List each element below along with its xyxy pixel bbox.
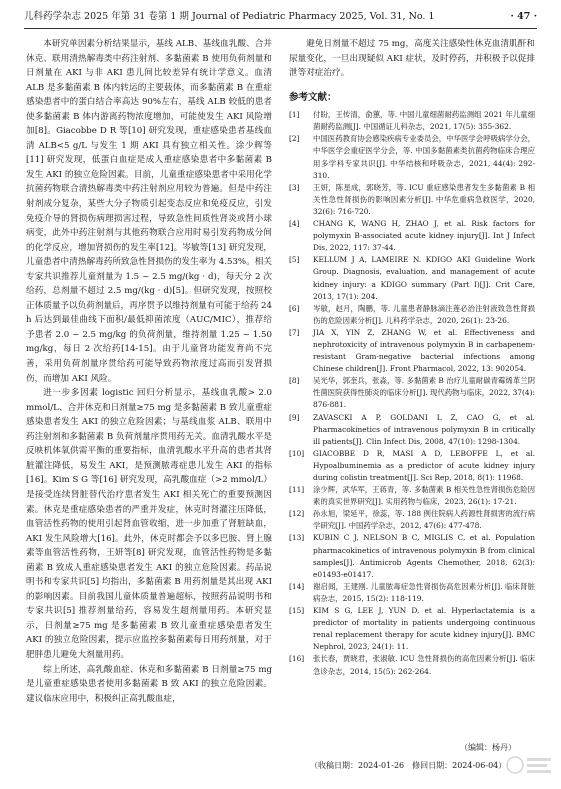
reference-text: 孙永旭，梁延平，徐蕊，等. 188 例住院病人药源性肾损害的流行病学研究[J]. 中国药学杂志，2012, 47(6): 477-478. bbox=[313, 509, 535, 531]
reference-text: 涂少辉，武华军，王蒋青，等. 多黏菌素 B 相关性急性肾损伤危险因素的真实世界研究[J]. 实用药物与临床，2023, 26(1): 17-21. bbox=[313, 485, 535, 507]
reference-number: [13] bbox=[289, 533, 305, 543]
reference-item bbox=[289, 133, 535, 181]
reference-text: KIM S G, LEE J, YUN D, et al. Hyperlactatemia is a predictor of mortality in patients undergoing continuous renal replacement therapy for acute kidney injury[J]. BMC Nephrol, 2023, 24(1): 11. bbox=[313, 606, 535, 652]
reference-text: 中国医药教育协会感染疾病专业委员会，中华医学会呼吸病学分会，中华医学会重症医学分会，等. 中国多黏菌素类抗菌药物临床合理应用多学科专家共识[J]. 中华结核和呼吸杂志，2021, 44(4): 292-310. bbox=[313, 134, 535, 180]
reference-text: 王妍，陈星成，郭晓芳，等. ICU 重症感染患者发生多黏菌素 B 相关性急性肾损伤的影响因素分析[J]. 中华危重病急救医学，2020, 32(6): 716-720. bbox=[313, 182, 535, 216]
reference-number: [14] bbox=[289, 581, 305, 591]
reference-text: 谢启闻，王建刚. 儿童脓毒症急性肾损伤高危因素分析[J]. 临床肾脏病杂志，2015, 15(2): 118-119. bbox=[313, 581, 535, 603]
reference-text: 张长春，贾晓君，张淑敏. ICU 急性肾损伤的高危因素分析[J]. 临床急诊杂志，2014, 15(5): 262-264. bbox=[313, 654, 535, 676]
reference-text: 付盼，王传清，俞蕙，等. 中国儿童细菌耐药监测组 2021 年儿童细菌耐药监测[J]. 中国循证儿科杂志，2021, 17(5): 355-362. bbox=[313, 110, 535, 132]
reference-item bbox=[289, 484, 535, 508]
reference-number: [16] bbox=[289, 654, 305, 664]
reference-number: [10] bbox=[289, 448, 305, 458]
body-paragraph: 进一步多因素 logistic 回归分析显示，基线血乳酸> 2.0 mmol/L、合并休克和日剂量≥75 mg 是多黏菌素 B 致儿童重症感染患者发生 AKI 的独立危险因素；与基线血浆 ALB、联用中药注射剂和多黏菌素 B 负荷剂量序贯用药无关。血清乳酸水平是反映机体氧供需平衡的重要指标，血清乳酸水平升高的患者其肾脏灌注降低，易发生 AKI，是预测脓毒症患儿发生 AKI 的指标[16]。Kim S G 等[16] 研究发现，高乳酸血症（>2 mmol/L）是接受连续肾脏替代治疗患者发生 AKI 相关死亡的重要预测因素。休克是重症感染患者的严重并发症，休克时肾灌注压降低，血管活性药物的使用引起肾血管收缩，进一步加重了肾脏缺血，AKI 发生风险增大[16]。此外，休克时都会予以多巴胺、肾上腺素等血管活性药物，王妍等[8] 研究发现，血管活性药物是多黏菌素 B 致成人重症感染患者发生 AKI 的独立危险因素。药品说明书和专家共识[5] 均指出，多黏菌素 B 用药剂量是其出现 AKI 的影响因素。目前我国儿童体质量普遍超标，按照药品说明书和专家共识[5] 推荐剂量给药，容易发生超剂量用药。本研究显示，日剂量≥75 mg 是多黏菌素 B 致儿童重症感染患者发生 AKI 的独立危险因素，提示应监控多黏菌素每日用药剂量，对于肥胖患儿避免大剂量用药。 bbox=[26, 388, 272, 660]
reference-item bbox=[289, 109, 535, 133]
reference-text: CHANG K, WANG H, ZHAO J, et al. Risk factors for polymyxin B-associated acute kidney injury[J]. Int J Infect Dis, 2022, 117: 37-44. bbox=[313, 219, 535, 253]
reference-number: [15] bbox=[289, 606, 305, 616]
reference-item bbox=[289, 605, 535, 653]
reference-text: KUBIN C J, NELSON B C, MIGLIS C, et al. Population pharmacokinetics of intravenous polymyxin B from clinical samples[J]. Antimicrob Agents Chemother, 2018, 62(3): e01493-e01417. bbox=[313, 533, 535, 579]
reference-number: [9] bbox=[289, 412, 300, 422]
reference-text: 岑敏，赵月，陶鹏，等. 儿童患者静脉滴注莲必治注射液致急性肾损伤的危险因素分析[J]. 儿科药学杂志，2020, 26(1): 23-26. bbox=[313, 303, 535, 325]
reference-number: [8] bbox=[289, 376, 300, 386]
reference-number: [3] bbox=[289, 182, 300, 192]
body-paragraph: 本研究单因素分析结果显示，基线 ALB、基线血乳酸、合并休克、联用清热解毒类中药注射剂、多黏菌素 B 使用负荷剂量和日剂量在 AKI 与非 AKI 患儿间比较差异有统计学意义。血清 ALB 是多黏菌素 B 体内转运的主要载体，而多黏菌素 B 在重症感染患者中的蛋白结合率高达 90%左右，基线 ALB 较低的患者使多黏菌素 B 体内游离药物浓度增加，可能使发生 AKI 风险增加[8]。Giacobbe D R 等[10] 研究发现，重症感染患者基线血清 ALB<5 g/L 与发生 1 期 AKI 具有独立相关性。涂少辉等[11] 研究发现，低蛋白血症是成人重症感染患者中多黏菌素 B 发生 AKI 的独立危险因素。目前，儿童重症感染患者中采用化学抗菌药物联合清热解毒类中药注射剂应用较为普遍。但是中药注射剂成分复杂，某些大分子物质引起变态反应和免疫反应，引发免疫介导的肾损伤病理损害过程，导致急性间质性肾炎或肾小球病变，此外中药注射剂与其他药物联合应用时易引发药物成分间的化学反应，增加肾损伤的发生率[12]。岑敏等[13] 研究发现，儿童患者中清热解毒药所致急性肾损伤的发生率为 4.53%。相关专家共识推荐儿童剂量为 1.5 ~ 2.5 mg/(kg · d)，每天分 2 次给药，总剂量不超过 2.5 mg/(kg · d)[5]。但研究发现，按照校正体质量予以负荷剂量后，再序贯予以维持剂量有可能于给药 24 h 后达到最佳曲线下面积/最低抑菌浓度（AUC/MIC），推荐给予患者 2.0 ~ 2.5 mg/kg 的负荷剂量，维持剂量 1.25 ~ 1.50 mg/kg，每日 2 次给药[14-15]。由于儿童肾功能发育尚不完善，采用负荷剂量序贯给药可能导致药物浓度过高而引发肾损伤，而增加 AKI 风险。 bbox=[26, 39, 272, 384]
reference-list bbox=[289, 109, 535, 677]
reference-item bbox=[289, 218, 535, 254]
reference-item bbox=[289, 532, 535, 580]
reference-text: KELLUM J A, LAMEIRE N. KDIGO AKI Guideline Work Group. Diagnosis, evaluation, and management of acute kidney injury: a KDIGO summary (Part I)[J]. Crit Care, 2013, 17(1): 204. bbox=[313, 255, 535, 301]
reference-item bbox=[289, 412, 535, 448]
page-number: · 47 · bbox=[510, 11, 537, 22]
reference-item bbox=[289, 581, 535, 605]
running-header bbox=[24, 6, 537, 29]
journal-title: 儿科药学杂志 2025 年第 31 卷第 1 期 Journal of Pediatric Pharmacy 2025, Vol. 31, No. 1 bbox=[24, 11, 435, 22]
reference-item bbox=[289, 254, 535, 302]
reference-text: JIA X, YIN Z, ZHANG W, et al. Effectiveness and nephrotoxicity of intravenous polymyxin B in carbapenem-resistant Gram-negative bacterial infections among Chinese children[J]. Front Pharmacol, 2022, 13: 902054. bbox=[313, 327, 535, 374]
editor-note: （编辑：杨丹） bbox=[460, 743, 516, 752]
reference-item bbox=[289, 182, 535, 218]
body-paragraph: 综上所述，高乳酸血症、休克和多黏菌素 B 日剂量≥75 mg 是儿童重症感染患者使用多黏菌素 B 致 AKI 的独立危险因素。建议临床应用中，积极纠正高乳酸血症， bbox=[26, 664, 272, 704]
reference-text: ZAVASCKI A P, GOLDANI L Z, CAO G, et al. Pharmacokinetics of intravenous polymyxin B in critically ill patients[J]. Clin Infect Dis, 2008, 47(10): 1298-1304. bbox=[313, 412, 535, 446]
reference-text: 吴光华，郭奎兵，张淼，等. 多黏菌素 B 治疗儿童耐碳青霉烯革兰阴性菌医院获得性肺炎的临床分析[J]. 现代药物与临床，2022, 37(4): 876-881. bbox=[313, 376, 535, 410]
reference-number: [7] bbox=[289, 327, 300, 337]
left-column bbox=[26, 37, 272, 706]
reference-item bbox=[289, 327, 535, 375]
reference-item bbox=[289, 653, 535, 677]
reference-number: [2] bbox=[289, 134, 300, 144]
watermark-logo-icon bbox=[505, 752, 555, 778]
reference-number: [11] bbox=[289, 485, 305, 495]
reference-number: [5] bbox=[289, 255, 300, 265]
reference-number: [1] bbox=[289, 110, 300, 120]
reference-item bbox=[289, 448, 535, 484]
reference-item bbox=[289, 375, 535, 411]
reference-item bbox=[289, 303, 535, 327]
reference-item bbox=[289, 508, 535, 532]
references-heading: 参考文献： bbox=[289, 91, 337, 103]
body-paragraph: 避免日剂量不超过 75 mg，高度关注感染性休克血清肌酐和尿量变化，一旦出现疑似 AKI 症状，及时停药，并积极予以促排泄等对症治疗。 bbox=[289, 39, 535, 79]
reference-number: [12] bbox=[289, 509, 305, 519]
reference-number: [4] bbox=[289, 219, 300, 229]
received-dates: （收稿日期：2024-01-26 修回日期：2024-06-04） bbox=[310, 761, 507, 770]
right-column bbox=[289, 37, 535, 678]
reference-number: [6] bbox=[289, 303, 300, 313]
reference-text: GIACOBBE D R, MASI A D, LEBOFFE L, et al. Hypoalbuminemia as a predictor of acute kidney injury during colistin treatment[J]. Sci Rep, 2018, 8(1): 11968. bbox=[313, 448, 535, 482]
